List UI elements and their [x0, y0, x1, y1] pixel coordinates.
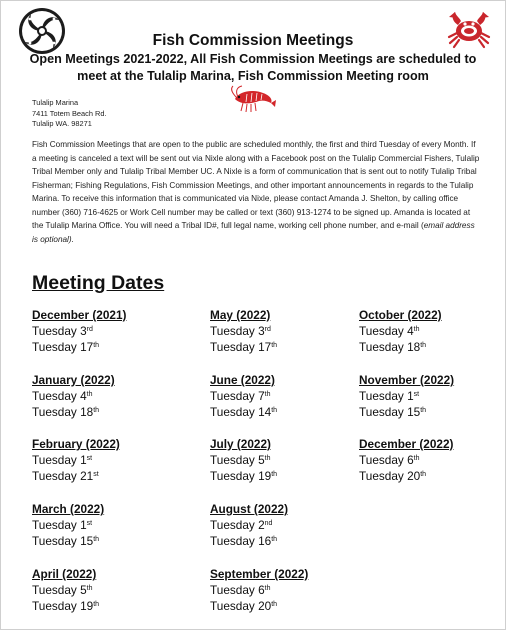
- body-paragraph: [32, 138, 480, 246]
- date-suffix: th: [264, 455, 271, 462]
- date-text: Tuesday 14: [210, 405, 272, 419]
- month-block: [210, 501, 288, 549]
- date-suffix: th: [93, 536, 100, 543]
- date-suffix: th: [420, 407, 427, 414]
- address-line: Tulalip Marina: [32, 98, 79, 107]
- date-text: Tuesday 1: [359, 389, 414, 403]
- date-text: Tuesday 1: [32, 453, 87, 467]
- meeting-date: [210, 339, 277, 355]
- page-title: Fish Commission Meetings: [152, 32, 354, 49]
- date-suffix: th: [413, 455, 420, 462]
- month-block: [210, 372, 277, 420]
- meeting-date: [359, 452, 453, 468]
- meeting-date: [359, 468, 453, 484]
- meeting-date: [32, 598, 99, 614]
- date-text: Tuesday 1: [32, 518, 87, 532]
- meeting-date: [32, 533, 104, 549]
- meeting-date: [359, 388, 454, 404]
- date-suffix: th: [93, 601, 100, 608]
- date-text: Tuesday 21: [32, 469, 94, 483]
- date-text: Tuesday 5: [32, 583, 87, 597]
- month-block: [210, 436, 277, 484]
- date-text: Tuesday 6: [359, 453, 414, 467]
- page-subtitle: Open Meetings 2021-2022, All Fish Commission Meetings are scheduled to meet at the Tulalip Marina, Fish Commission Meeting room: [29, 52, 477, 83]
- body-italic-text: email address is optional).: [32, 221, 475, 244]
- date-suffix: nd: [264, 520, 273, 527]
- date-text: Tuesday 20: [210, 599, 272, 613]
- month-block: [210, 307, 277, 355]
- month-name: March (2022): [32, 502, 105, 516]
- date-suffix: th: [86, 391, 93, 398]
- month-block: [32, 372, 115, 420]
- address-line: Tulalip WA. 98271: [32, 119, 92, 128]
- date-text: Tuesday 17: [32, 340, 94, 354]
- red-shrimp-icon: [229, 85, 277, 113]
- month-block: [32, 501, 104, 549]
- date-suffix: th: [413, 326, 420, 333]
- address-block: [32, 98, 107, 130]
- month-block: [359, 436, 453, 484]
- meeting-date: [210, 582, 308, 598]
- month-block: [32, 436, 120, 484]
- month-block: [32, 566, 99, 614]
- date-text: Tuesday 16: [210, 534, 272, 548]
- date-text: Tuesday 19: [210, 469, 272, 483]
- date-suffix: th: [420, 471, 427, 478]
- meeting-date: [210, 388, 277, 404]
- date-text: Tuesday 5: [210, 453, 265, 467]
- date-text: Tuesday 6: [210, 583, 265, 597]
- date-suffix: th: [264, 585, 271, 592]
- date-suffix: th: [93, 407, 100, 414]
- month-block: [32, 307, 126, 355]
- month-name: May (2022): [210, 308, 271, 322]
- date-text: Tuesday 19: [32, 599, 94, 613]
- date-text: Tuesday 15: [32, 534, 94, 548]
- date-suffix: rd: [86, 326, 93, 333]
- meeting-dates-heading: Meeting Dates: [32, 272, 165, 294]
- meeting-date: [210, 452, 277, 468]
- meeting-date: [32, 404, 115, 420]
- meeting-date: [32, 388, 115, 404]
- month-block: [210, 566, 308, 614]
- date-suffix: th: [93, 342, 100, 349]
- date-suffix: th: [271, 471, 278, 478]
- meeting-date: [32, 452, 120, 468]
- meeting-date: [210, 598, 308, 614]
- date-text: Tuesday 15: [359, 405, 421, 419]
- date-suffix: st: [86, 455, 93, 462]
- date-text: Tuesday 4: [359, 324, 414, 338]
- date-suffix: th: [271, 342, 278, 349]
- date-suffix: th: [271, 536, 278, 543]
- meeting-date: [32, 323, 126, 339]
- meeting-date: [210, 468, 277, 484]
- meeting-date: [32, 517, 104, 533]
- meeting-date: [210, 323, 277, 339]
- body-text: Fish Commission Meetings that are open to the public are scheduled monthly, the first and third Tuesday of every Month. If a meeting is canceled a text will be sent out via Nixle along with a Facebook post on the Tulalip Commercial Fishers, Tulalip Tribal Member only and Tulalip Tribal Member UC. A Nixle is a form of communication that is sent out to notify Tulalip Tribal Fisherman; Fishing Regulations, Fish Commission Meetings, and other important announcements in regards to the Tulalip Marina. To receive this information that is communicated via Nixle, please contact Amanda J. Shelton, by calling office number (360) 716-4625 or Work Cell number may be called or text (360) 913-1274 to be signed up. Amanda is located at the Tulalip Marina Office. You will need a Tribal ID#, full legal name, working cell phone number, and e-mail (: [32, 140, 480, 230]
- month-name: June (2022): [210, 373, 275, 387]
- date-text: Tuesday 2: [210, 518, 265, 532]
- meeting-date: [32, 339, 126, 355]
- date-text: Tuesday 4: [32, 389, 87, 403]
- date-text: Tuesday 18: [359, 340, 421, 354]
- month-name: February (2022): [32, 437, 120, 451]
- date-suffix: st: [86, 520, 93, 527]
- meeting-date: [210, 517, 288, 533]
- month-name: August (2022): [210, 502, 289, 516]
- date-suffix: st: [413, 391, 420, 398]
- month-name: October (2022): [359, 308, 442, 322]
- month-name: December (2021): [32, 308, 127, 322]
- date-text: Tuesday 20: [359, 469, 421, 483]
- meeting-date: [210, 533, 288, 549]
- date-text: Tuesday 3: [210, 324, 265, 338]
- meeting-date: [210, 404, 277, 420]
- date-text: Tuesday 18: [32, 405, 94, 419]
- date-suffix: th: [271, 407, 278, 414]
- date-text: Tuesday 3: [32, 324, 87, 338]
- date-text: Tuesday 7: [210, 389, 265, 403]
- month-name: November (2022): [359, 373, 455, 387]
- meeting-date: [359, 339, 442, 355]
- meeting-date: [32, 468, 120, 484]
- month-name: July (2022): [210, 437, 271, 451]
- date-text: Tuesday 17: [210, 340, 272, 354]
- date-suffix: th: [264, 391, 271, 398]
- meeting-date: [359, 404, 454, 420]
- address-line: 7411 Totem Beach Rd.: [32, 108, 107, 118]
- month-block: [359, 307, 442, 355]
- month-block: [359, 372, 454, 420]
- date-suffix: th: [271, 601, 278, 608]
- date-suffix: st: [93, 471, 99, 478]
- meeting-date: [359, 323, 442, 339]
- date-suffix: th: [86, 585, 93, 592]
- date-suffix: rd: [264, 326, 271, 333]
- month-name: January (2022): [32, 373, 115, 387]
- month-name: September (2022): [210, 567, 309, 581]
- month-name: April (2022): [32, 567, 97, 581]
- meeting-date: [32, 582, 99, 598]
- month-name: December (2022): [359, 437, 454, 451]
- date-suffix: th: [420, 342, 427, 349]
